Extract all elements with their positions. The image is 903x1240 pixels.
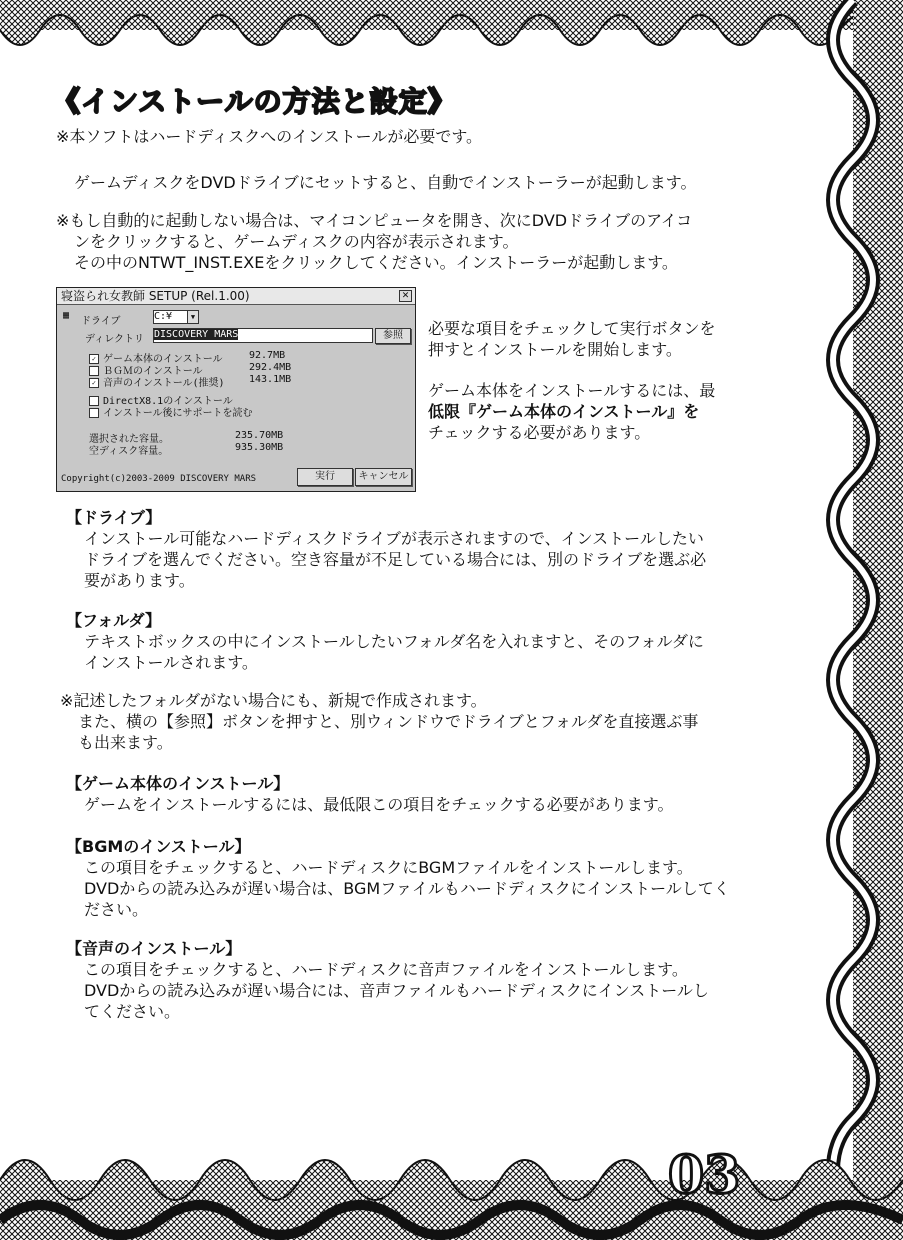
browse-button[interactable]: 参照 <box>375 328 411 344</box>
section-folder-line-1: テキストボックスの中にインストールしたいフォルダ名を入れますと、そのフォルダに <box>84 632 704 651</box>
option-bgm-size: 292.4MB <box>249 362 292 373</box>
setup-window-titlebar <box>57 288 415 305</box>
drive-select-value: C:¥ <box>154 311 173 322</box>
option-voice-label: 音声のインストール(推奨) <box>103 378 225 389</box>
side-text-2b: 低限『ゲーム本体のインストール』を <box>428 402 700 421</box>
free-space-value: 935.30MB <box>235 442 284 453</box>
section-note-line-2: また、横の【参照】ボタンを押すと、別ウィンドウでドライブとフォルダを直接選ぶ事 <box>78 712 699 731</box>
chevron-down-icon[interactable]: ▼ <box>187 311 198 323</box>
copyright: Copyright(c)2003-2009 DISCOVERY MARS <box>61 474 257 484</box>
checkbox-support[interactable] <box>89 408 99 418</box>
intro-note <box>56 210 756 273</box>
section-folder <box>66 610 766 673</box>
section-drive-line-2: ドライブを選んでください。空き容量が不足している場合には、別のドライブを選ぶ必 <box>84 550 707 569</box>
drive-label: ドライブ <box>81 316 121 327</box>
section-folder-title: 【フォルダ】 <box>66 611 162 630</box>
section-folder-line-2: インストールされます。 <box>84 653 258 672</box>
intro-note-line-b: ンをクリックすると、ゲームディスクの内容が表示されます。 <box>74 232 519 251</box>
option-game-size: 92.7MB <box>249 350 286 361</box>
lace-border-right <box>753 0 903 1240</box>
intro-line-1: ※本ソフトはハードディスクへのインストールが必要です。 <box>56 127 483 146</box>
section-voice-line-1: この項目をチェックすると、ハードディスクに音声ファイルをインストールします。 <box>84 960 688 979</box>
checkbox-voice[interactable]: ✓ <box>89 378 99 388</box>
selected-size-value: 235.70MB <box>235 430 284 441</box>
section-drive-line-3: 要があります。 <box>84 571 195 590</box>
section-drive-line-1: インストール可能なハードディスクドライブが表示されますので、インストールしたい <box>84 529 704 548</box>
section-game <box>66 773 766 815</box>
option-game-label: ゲーム本体のインストール <box>103 354 223 365</box>
section-note <box>60 690 760 753</box>
option-directx-label: DirectX8.1のインストール <box>103 396 233 407</box>
selected-size-label: 選択された容量。 <box>89 434 169 445</box>
setup-window-title: 寝盗られ女教師 SETUP (Rel.1.00) <box>61 289 250 303</box>
side-text-2 <box>428 380 748 443</box>
option-support-label: インストール後にサポートを読む <box>103 408 253 419</box>
intro-line-2: ゲームディスクをDVDドライブにセットすると、自動でインストーラーが起動します。 <box>74 173 697 192</box>
directory-input-value: DISCOVERY MARS <box>154 329 239 340</box>
section-voice-title: 【音声のインストール】 <box>66 939 242 958</box>
option-voice-size: 143.1MB <box>249 374 292 385</box>
section-bgm-line-2: DVDからの読み込みが遅い場合は、BGMファイルもハードディスクにインストールしてく <box>84 879 730 898</box>
cancel-button[interactable]: キャンセル <box>355 468 412 486</box>
side-text-1 <box>428 318 748 360</box>
section-voice-line-2: DVDからの読み込みが遅い場合には、音声ファイルもハードディスクにインストールし <box>84 981 709 1000</box>
intro-note-line-c: その中のNTWT_INST.EXEをクリックしてください。インストーラーが起動します。 <box>74 253 678 272</box>
intro-note-line-a: ※もし自動的に起動しない場合は、マイコンピュータを開き、次にDVDドライブのアイコ <box>56 211 693 230</box>
section-bgm-title: 【BGMのインストール】 <box>66 837 251 856</box>
section-bgm-line-3: ださい。 <box>84 900 149 919</box>
run-button[interactable]: 実行 <box>297 468 353 486</box>
free-space-label: 空ディスク容量。 <box>89 446 169 457</box>
side-text-1b: 押すとインストールを開始します。 <box>428 340 682 359</box>
page-heading: 《インストールの方法と設定》 <box>52 85 457 118</box>
checkbox-game[interactable]: ✓ <box>89 354 99 364</box>
option-voice[interactable] <box>89 374 225 389</box>
lace-border-bottom <box>0 1120 903 1240</box>
side-text-2c: チェックする必要があります。 <box>428 423 651 442</box>
close-icon[interactable]: ✕ <box>399 290 412 302</box>
section-bgm <box>66 836 766 920</box>
option-support[interactable] <box>89 404 253 419</box>
setup-window <box>56 287 416 492</box>
section-voice <box>66 938 766 1022</box>
app-icon: ▦ <box>63 310 70 321</box>
section-bgm-line-1: この項目をチェックすると、ハードディスクにBGMファイルをインストールします。 <box>84 858 693 877</box>
option-bgm-label: ＢＧＭのインストール <box>103 366 203 377</box>
side-text-2a: ゲーム本体をインストールするには、最 <box>428 381 716 400</box>
directory-label: ディレクトリ <box>85 334 144 345</box>
section-game-title: 【ゲーム本体のインストール】 <box>66 774 290 793</box>
directory-input[interactable] <box>153 328 373 343</box>
drive-select[interactable] <box>153 310 199 324</box>
section-drive <box>66 507 766 591</box>
side-text-1a: 必要な項目をチェックして実行ボタンを <box>428 319 716 338</box>
section-voice-line-3: てください。 <box>84 1002 181 1021</box>
section-note-line-3: も出来ます。 <box>78 733 173 752</box>
section-note-line-1: ※記述したフォルダがない場合にも、新規で作成されます。 <box>60 691 487 710</box>
section-game-line-1: ゲームをインストールするには、最低限この項目をチェックする必要があります。 <box>84 795 674 814</box>
page-number: 03 <box>668 1145 741 1206</box>
section-drive-title: 【ドライブ】 <box>66 508 162 527</box>
